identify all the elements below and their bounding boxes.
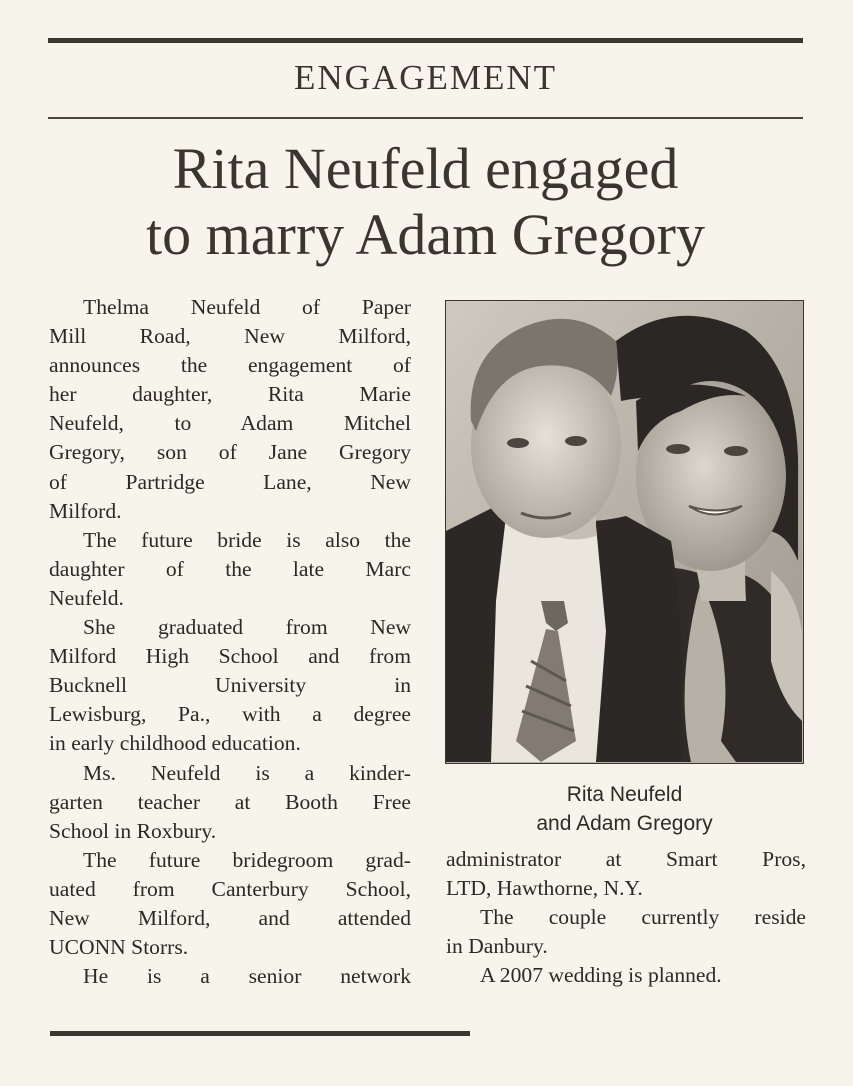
- article-text-line: The future bridegroom grad-: [83, 847, 411, 872]
- article-text-line: Lewisburg, Pa., with a degree: [49, 702, 411, 727]
- article-text-line: administrator at Smart Pros,: [446, 847, 806, 871]
- article-text-line: Bucknell University in: [49, 673, 411, 698]
- article-text-line: her daughter, Rita Marie: [49, 382, 411, 407]
- article-text-line: Gregory, son of Jane Gregory: [49, 440, 411, 465]
- photo-caption-line-2: and Adam Gregory: [536, 812, 713, 835]
- article-text-line: Neufeld, to Adam Mitchel: [49, 411, 411, 436]
- article-text-line: He is a senior network: [83, 964, 411, 989]
- photo-caption: [445, 780, 804, 838]
- article-text-line: announces the engagement of: [49, 353, 411, 378]
- headline-line-1: Rita Neufeld engaged: [172, 136, 679, 201]
- section-label: ENGAGEMENT: [293, 58, 558, 97]
- article-text-line: The future bride is also the: [83, 527, 411, 552]
- couple-photo-image: [446, 301, 802, 762]
- article-column-left: [49, 293, 411, 991]
- article-text-line: A 2007 wedding is planned.: [480, 963, 722, 988]
- top-rule: [48, 38, 803, 43]
- article-text-line: Mill Road, New Milford,: [49, 324, 411, 349]
- article-text-line: Milford High School and from: [49, 644, 411, 669]
- bottom-rule: [50, 1031, 470, 1036]
- article-text-line: in early childhood education.: [49, 731, 301, 756]
- article-text-line: of Partridge Lane, New: [49, 469, 411, 494]
- article-text-line: Neufeld.: [49, 585, 124, 610]
- article-text-line: The couple currently reside: [480, 905, 806, 930]
- article-text-line: Milford.: [49, 498, 122, 523]
- headline: [48, 136, 803, 268]
- article-text-line: New Milford, and attended: [49, 905, 411, 930]
- article-text-line: UCONN Storrs.: [49, 935, 189, 960]
- article-text-line: uated from Canterbury School,: [49, 876, 411, 901]
- article-text-line: Thelma Neufeld of Paper: [83, 295, 411, 319]
- article-text-line: Ms. Neufeld is a kinder-: [83, 760, 411, 785]
- article-text-line: in Danbury.: [446, 934, 548, 959]
- couple-photo: [445, 300, 804, 764]
- article-column-right: [446, 845, 806, 990]
- article-text-line: LTD, Hawthorne, N.Y.: [446, 876, 643, 901]
- article-text-line: daughter of the late Marc: [49, 556, 411, 581]
- article-text-line: She graduated from New: [83, 615, 411, 640]
- article-text-line: garten teacher at Booth Free: [49, 789, 411, 814]
- section-divider: [48, 117, 803, 119]
- headline-line-2: to marry Adam Gregory: [146, 202, 705, 267]
- article-text-line: School in Roxbury.: [49, 818, 217, 843]
- photo-caption-line-1: Rita Neufeld: [566, 783, 683, 806]
